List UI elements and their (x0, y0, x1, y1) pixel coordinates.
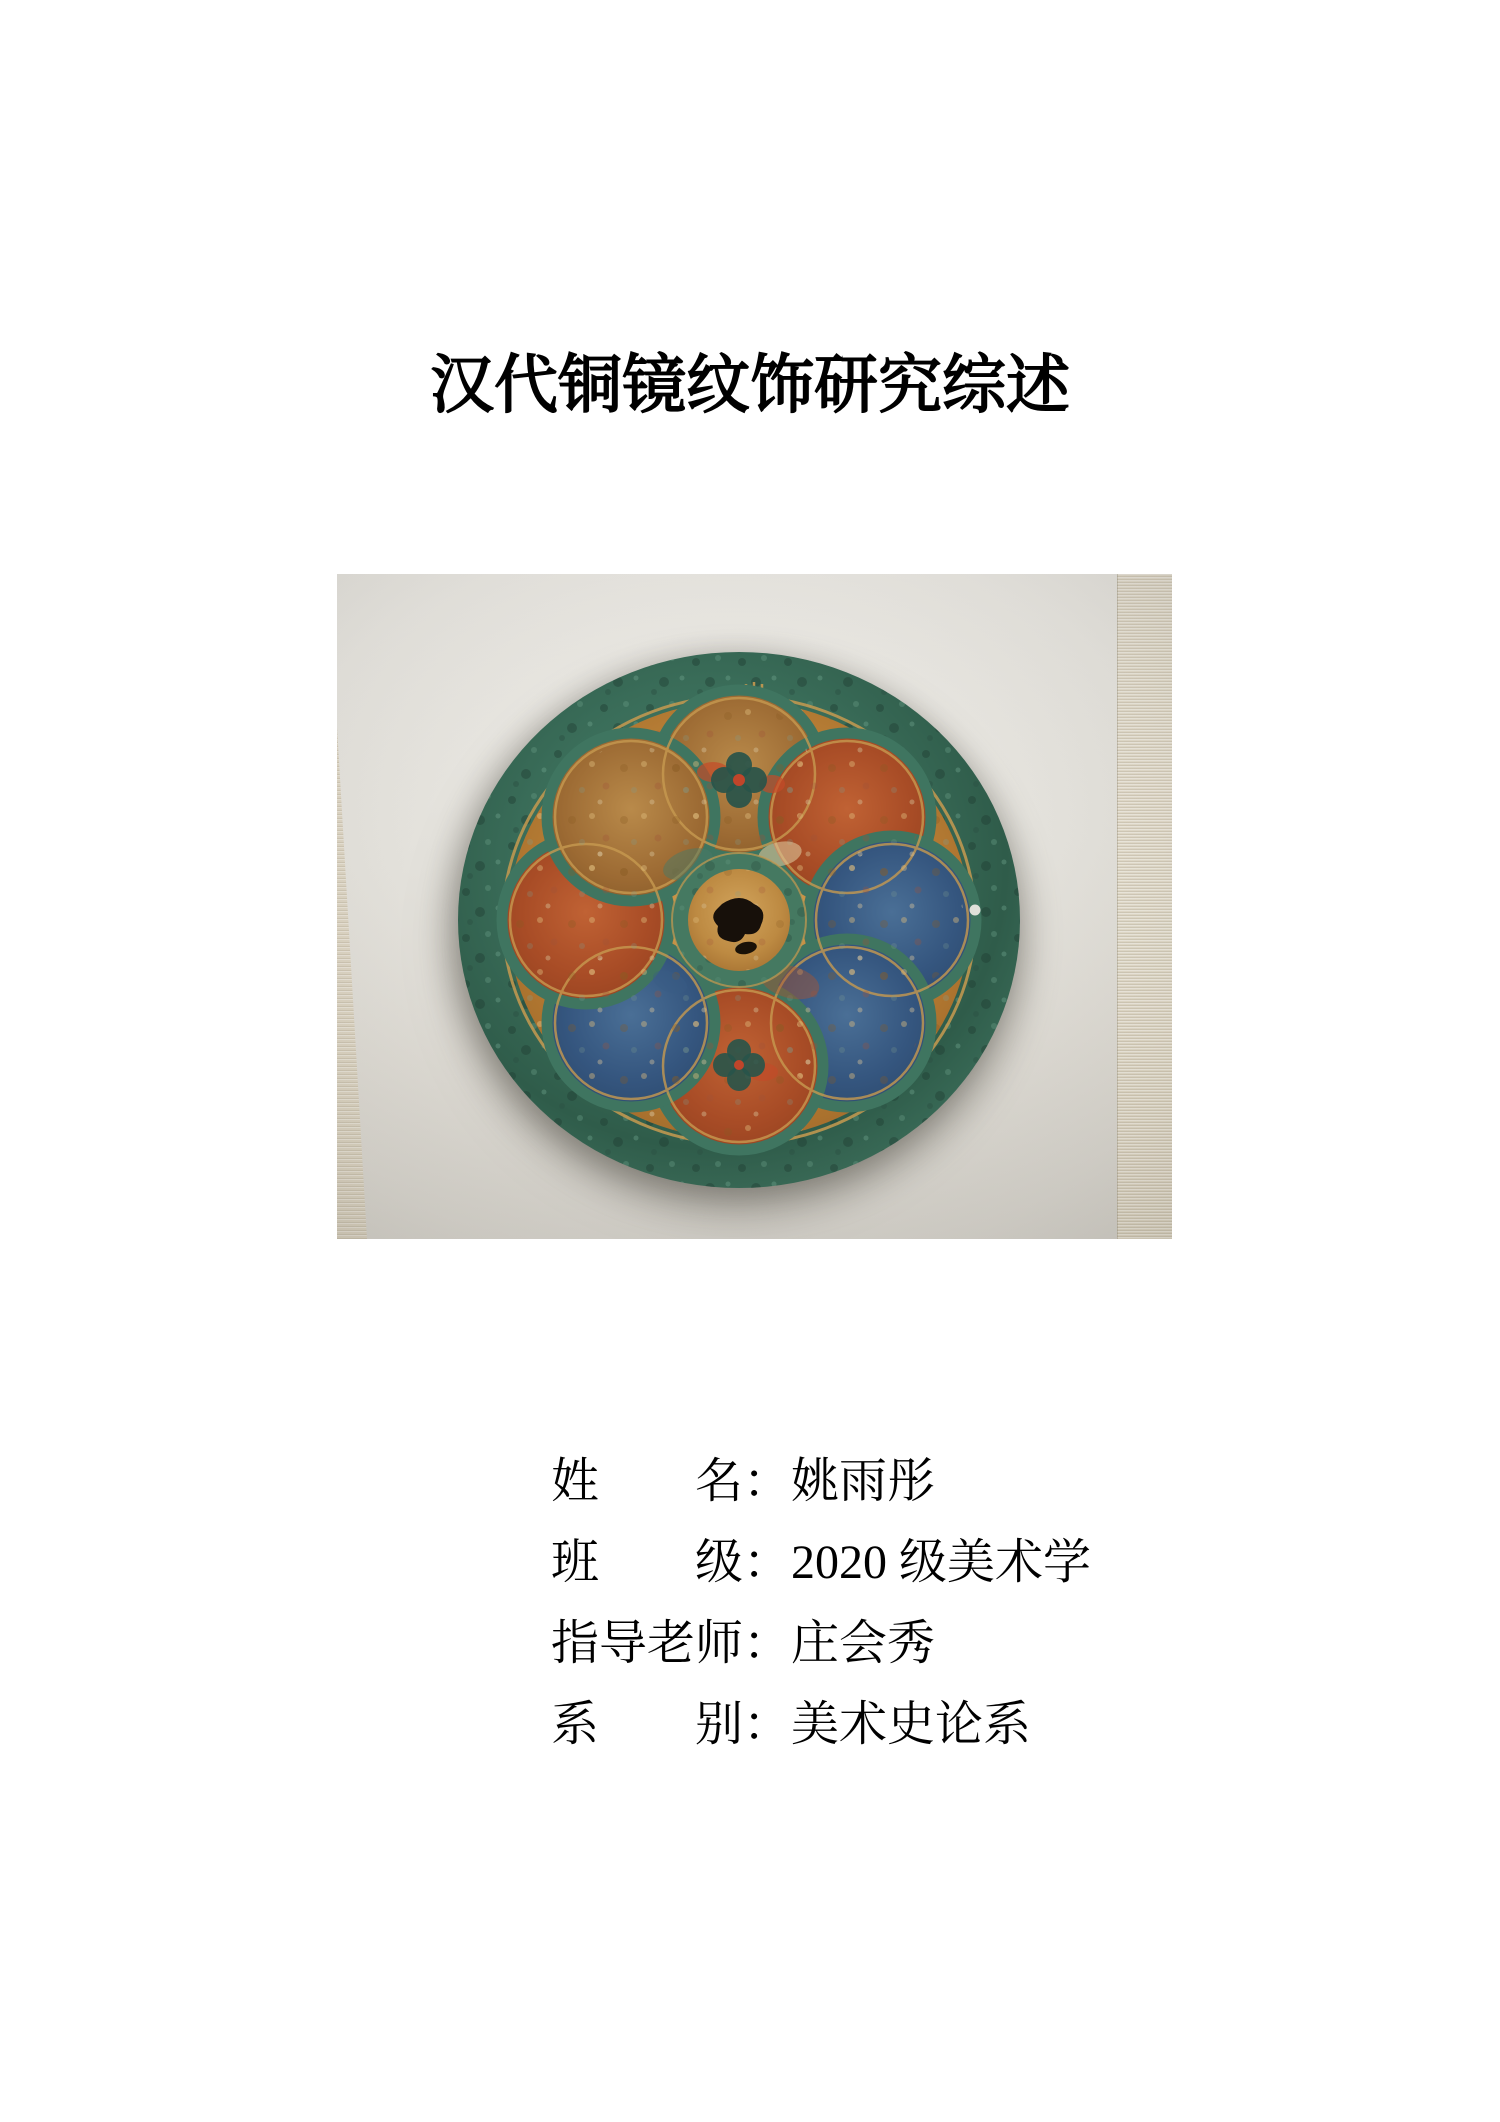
info-block (551, 1441, 1091, 1765)
info-row-advisor (551, 1603, 1091, 1684)
info-row-name (551, 1441, 1091, 1522)
class-label: 班 级 (551, 1536, 743, 1589)
bronze-mirror-illustration (458, 652, 1020, 1188)
colon: ： (743, 1455, 792, 1508)
department-label: 系 别 (551, 1698, 743, 1751)
advisor-value: 庄会秀 (791, 1617, 936, 1670)
info-row-department (551, 1684, 1091, 1765)
name-label: 姓 名 (551, 1455, 743, 1508)
colon: ： (743, 1617, 792, 1670)
class-value: 2020 级美术学 (791, 1536, 1092, 1589)
mirror-hub (672, 853, 806, 987)
rim-chip (970, 905, 981, 916)
info-row-class (551, 1522, 1091, 1603)
colon: ： (743, 1536, 792, 1589)
department-value: 美术史论系 (791, 1698, 1032, 1751)
advisor-label: 指 导 老 师 (551, 1617, 744, 1670)
name-value: 姚雨彤 (791, 1455, 936, 1508)
fabric-strip-right (1117, 574, 1172, 1239)
mirror-photo (337, 574, 1172, 1239)
fabric-strip-left (337, 727, 367, 1239)
colon: ： (743, 1698, 792, 1751)
page-title: 汉代铜镜纹饰研究综述 (430, 349, 1070, 421)
